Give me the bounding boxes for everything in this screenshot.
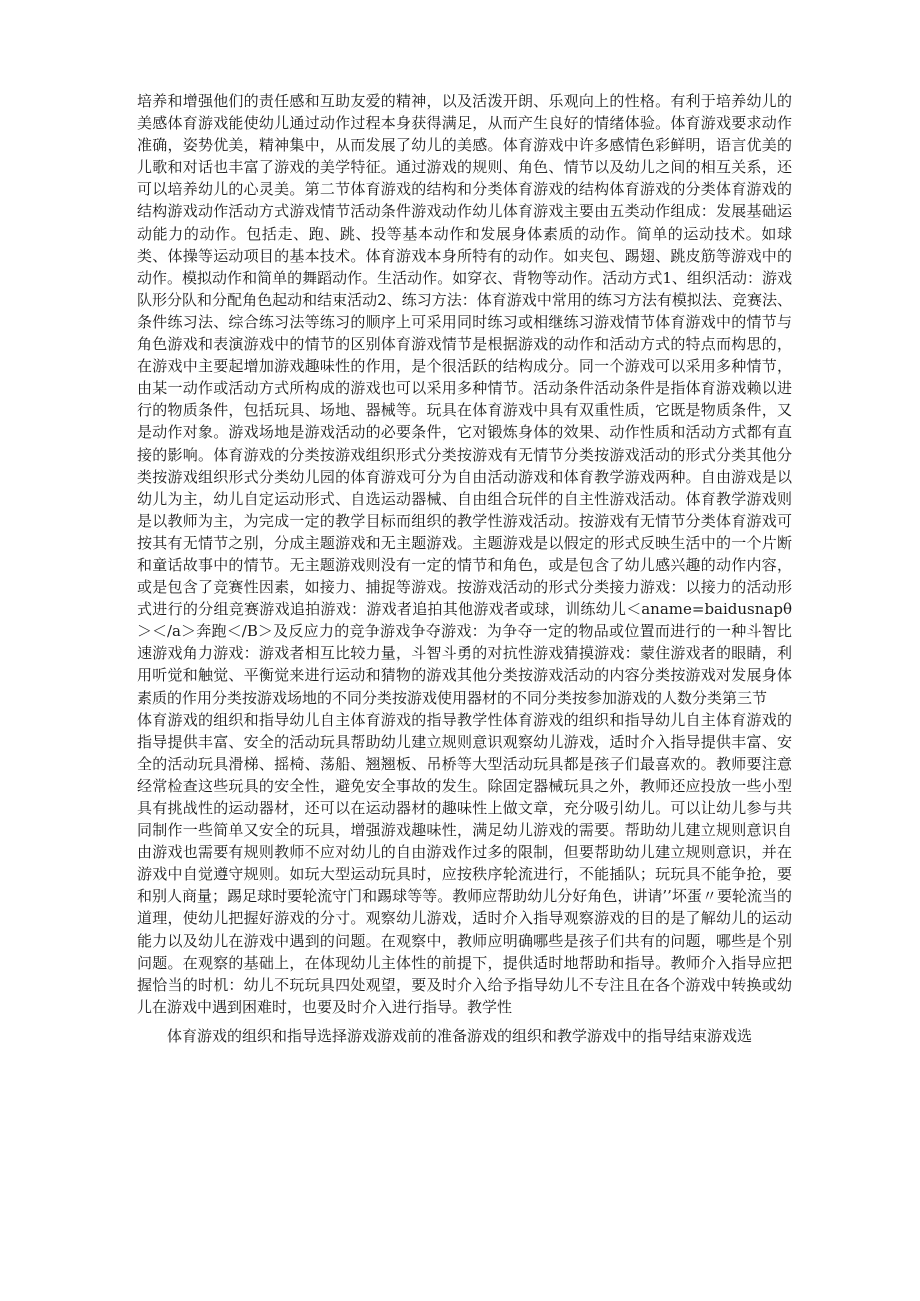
paragraph-2: 体育游戏的组织和指导幼儿自主体育游戏的指导教学性体育游戏的组织和指导幼儿自主体育游戏的指导提供丰富、安全的活动玩具帮助幼儿建立规则意识观察幼儿游戏，适时介入指导提供丰富、安全的活动玩具滑梯、摇椅、荡船、翘翘板、吊桥等大型活动玩具都是孩子们最喜欢的。教师要注意经常检查这些玩具的安全性，避免安全事故的发生。除固定器械玩具之外，教师还应投放一些小型具有挑战性的运动器材，还可以在运动器材的趣味性上做文章，充分吸引幼儿。可以让幼儿参与共同制作一些简单又安全的玩具，增强游戏趣味性，满足幼儿游戏的需要。帮助幼儿建立规则意识自由游戏也需要有规则教师不应对幼儿的自由游戏作过多的限制，但要帮助幼儿建立规则意识，并在游戏中自觉遵守规则。如玩大型运动玩具时，应按秩序轮流进行，不能插队；玩玩具不能争抢，要和别人商量；踢足球时要轮流守门和踢球等等。教师应帮助幼儿分好角色，讲请’’坏蛋〃要轮流当的道理，使幼儿把握好游戏的分寸。观察幼儿游戏，适时介入指导观察游戏的目的是了解幼儿的运动能力以及幼儿在游戏中遇到的问题。在观察中，教师应明确哪些是孩子们共有的问题，哪些是个别问题。在观察的基础上，在体现幼儿主体性的前提下，提供适时地帮助和指导。教师介入指导应把握恰当的时机：幼儿不玩玩具四处观望，要及时介入给予指导幼儿不专注且在各个游戏中转换或幼儿在游戏中遇到困难时，也要及时介入进行指导。教学性 [137, 710, 792, 1016]
paragraph-1: 培养和增强他们的责任感和互助友爱的精神，以及活泼开朗、乐观向上的性格。有利于培养幼儿的美感体育游戏能使幼儿通过动作过程本身获得满足，从而产生良好的情绪体验。体育游戏要求动作准确，姿势优美，精神集中，从而发展了幼儿的美感。体育游戏中许多感情色彩鲜明，语言优美的儿歌和对话也丰富了游戏的美学特征。通过游戏的规则、角色、情节以及幼儿之间的相互关系，还可以培养幼儿的心灵美。第二节体育游戏的结构和分类体育游戏的结构体育游戏的分类体育游戏的结构游戏动作活动方式游戏情节活动条件游戏动作幼儿体育游戏主要由五类动作组成：发展基础运动能力的动作。包括走、跑、跳、投等基本动作和发展身体素质的动作。简单的运动技术。如球类、体操等运动项目的基本技术。体育游戏本身所特有的动作。如夹包、踢翅、跳皮筋等游戏中的动作。模拟动作和简单的舞蹈动作。生活动作。如穿衣、背物等动作。活动方式1、组织活动：游戏队形分队和分配角色起动和结束活动2、练习方法：体育游戏中常用的练习方法有模拟法、竞赛法、条件练习法、综合练习法等练习的顺序上可采用同时练习或相继练习游戏情节体育游戏中的情节与角色游戏和表演游戏中的情节的区别体育游戏情节是根据游戏的动作和活动方式的特点而构思的，在游戏中主要起增加游戏趣味性的作用，是个很活跃的结构成分。同一个游戏可以采用多种情节，由某一动作或活动方式所构成的游戏也可以采用多种情节。活动条件活动条件是指体育游戏赖以进行的物质条件，包括玩具、场地、器械等。玩具在体育游戏中具有双重性质，它既是物质条件，又是动作对象。游戏场地是游戏活动的必要条件，它对锻炼身体的效果、动作性质和活动方式都有直接的影响。体育游戏的分类按游戏组织形式分类按游戏有无情节分类按游戏活动的形式分类其他分类按游戏组织形式分类幼儿园的体育游戏可分为自由活动游戏和体育教学游戏两种。自由游戏是以幼儿为主，幼儿自定运动形式、自选运动器械、自由组合玩伴的自主性游戏活动。体育教学游戏则是以教师为主，为完成一定的教学目标而组织的教学性游戏活动。按游戏有无情节分类体育游戏可按其有无情节之别，分成主题游戏和无主题游戏。主题游戏是以假定的形式反映生活中的一个片断和童话故事中的情节。无主题游戏则没有一定的情节和角色，或是包含了幼儿感兴趣的动作内容，或是包含了竞赛性因素，如接力、捕捉等游戏。按游戏活动的形式分类接力游戏：以接力的活动形式进行的分组竞赛游戏追拍游戏：游戏者追拍其他游戏者或球，训练幼儿＜aname=baidusnapθ＞＜/a＞奔跑＜/B＞及反应力的竞争游戏争夺游戏：为争夺一定的物品或位置而进行的一种斗智比速游戏角力游戏：游戏者相互比较力量，斗智斗勇的对抗性游戏猜摸游戏：蒙住游戏者的眼睛，利用听觉和触觉、平衡觉来进行运动和猜物的游戏其他分类按游戏活动的内容分类按游戏对发展身体素质的作用分类按游戏场地的不同分类按游戏使用器材的不同分类按参加游戏的人数分类第三节 [137, 92, 792, 707]
paragraph-3: 体育游戏的组织和指导选择游戏游戏前的准备游戏的组织和教学游戏中的指导结束游戏选 [167, 1026, 753, 1045]
document-body [137, 90, 792, 1047]
